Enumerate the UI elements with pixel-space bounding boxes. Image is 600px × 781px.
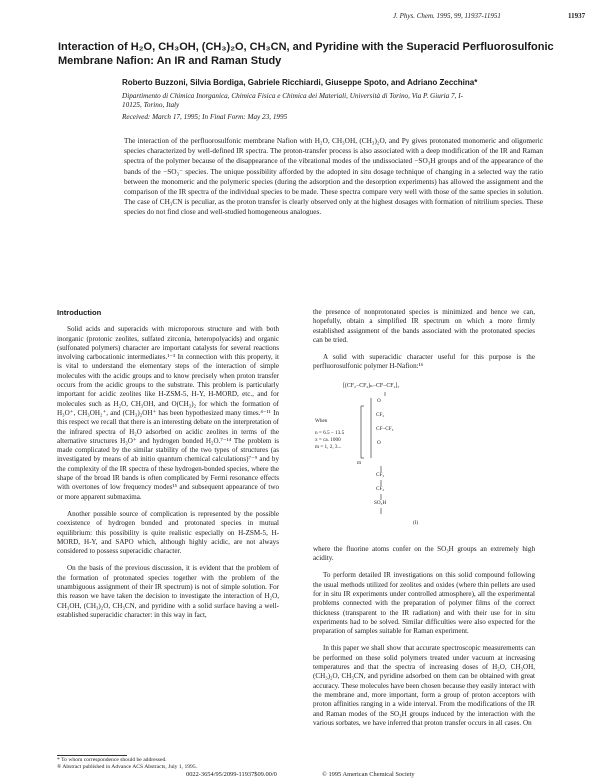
left-column [57, 308, 279, 628]
intro-paragraph: On the basis of the previous discussion, it is evident that the problem of the formation of protonated species together with the problem of the unambiguous assignment of their IR spectrum) is not of simple solution. For this reason we have taken the decision to investigate the interaction of H₂O, CH₃OH, (CH₃)₂O, CH₃CN, and pyridine with a solid surface having a well-established superacidic character: in this way in fact, [57, 564, 279, 619]
repeat-index-m: m [357, 459, 362, 466]
side-chain-atom: CF₂ [376, 411, 385, 418]
parameter-m: m = 1, 2, 3... [315, 443, 342, 450]
side-chain-atom: O [377, 397, 381, 404]
article-code: 0022-3654/95/2099-11937$09.00/0 [186, 771, 277, 778]
when-label: When [315, 417, 328, 424]
article-title: Interaction of H₂O, CH₃OH, (CH₃)₂O, CH₃CN, and Pyridine with the Superacid Perfluorosulfonic Membrane Nafion: An IR and Raman Study [58, 41, 554, 67]
body-paragraph: In this paper we shall show that accurate spectroscopic measurements can be performed on these solid polymers treated under vacuum at increasing temperatures and that the spectra of increasing doses of H₂O, CH₃OH, (CH₃)₂O, CH₃CN, and pyridine adsorbed on them can be obtained with great accuracy. These molecules have been chosen because they easily interact with the membrane and, more important, form a group of proton acceptors with proton affinities ranging in a wide interval. From the modifications of the IR and Raman modes of the SO₃H groups induced by the interaction with the various sorbates, we have inferred that proton transfer occurs in all cases. On [313, 644, 535, 727]
footnotes [57, 757, 287, 771]
body-paragraph: the presence of nonprotonated species is minimized and hence we can, hopefully, obtain a simplified IR spectrum on which a more firmly established assignment of the bands associated with the protonated species can be tried. [313, 308, 535, 344]
structure-label: (I) [413, 519, 419, 526]
side-chain-atom: CF−CF₃ [376, 425, 394, 432]
side-chain-atom: O [377, 439, 381, 446]
copyright-line: © 1995 American Chemical Society [322, 771, 415, 778]
page-number: 11937 [568, 12, 586, 20]
footnote-abstract-published: ® Abstract published in Advance ACS Abstracts, July 1, 1995. [57, 764, 198, 770]
side-chain-atom: CF₂ [376, 485, 385, 492]
running-header-journal: J. Phys. Chem. 1995, 99, 11937-11951 [393, 12, 501, 20]
body-paragraph: where the fluorine atoms confer on the SO₃H groups an extremely high acidity. [313, 544, 535, 563]
parameter-x: x = ca. 1000 [315, 436, 341, 443]
parameter-n: n = 6.5 − 13.5 [315, 429, 345, 436]
abstract: The interaction of the perfluorosulfonic membrane Nafion with H₂O, CH₃OH, (CH₃)₂O, and Py gives protonated monomeric and oligomeric species characterized by well-defined IR spectra. The proton-transfer process is also associated with a deep modification of the IR and Raman spectra of the polymer because of the disappearance of the vibrational modes of the undissociated −SO₃H groups and of the appearance of the bands of the −SO₃⁻ species. The unique possibility afforded by the adopted in situ dosage technique of changing in a selected way the ratio between the monomeric and the polymeric species (during the adsorption and the desorption experiments) has allowed the assignment and the comparison of the IR spectra of the individual species to be made. These spectra compare very well with those of the same species in solution. The case of CH₃CN is peculiar, as the proton transfer is clearly observed only at the highest dosages with formation of nitrilium species. These species do not find close and well-studied homogeneous analogues. [124, 136, 543, 217]
received-dates: Received: March 17, 1995; In Final Form: May 23, 1995 [122, 113, 288, 121]
side-chain-atom: SO₃H [374, 499, 387, 506]
section-heading-introduction: Introduction [57, 308, 102, 317]
nafion-structure-figure [313, 380, 535, 535]
intro-paragraph: Solid acids and superacids with microporous structure and with both inorganic (protonic zeolites, sulfated zirconia, heteropolyacids) and organic (sulfonated polymers) character are important catalysts for several reactions involving carbocationic intermediates.¹⁻³ In connection with this property, it is vital to understand the elementary steps of the interaction of simple molecules with the acidic groups and to know precisely when proton transfer occurs from the acidic groups to the substrate. This problem is particularly important for acidic zeolites like H-ZSM-5, H-Y, H-MORD, etc., and for molecules such as H₂O, CH₃OH, and O(CH₃)₂ for which the formation of H₃O⁺, CH₃OH₂⁺, and (CH₃)₂OH⁺ has been hypothesized many times.⁴⁻¹¹ In this respect we recall that there is an interesting debate on the interpretation of the infrared spectra of H₂O adsorbed on acidic zeolites in terms of the alternative structures H₃O⁺ and hydrogen bonded H₂O.⁷⁻¹⁴ The problem is made complicated by the similar stability of the two types of structures (as investigated by means of ab initio quantum chemical calculations)⁷⁻⁹ and by the complexity of the IR spectra of these hydrogen-bonded species, where the shape of the broad IR bands is often complicated by Fermi resonance effects with overtones of low frequency modes¹⁵ and subsequent appearance of two or more apparent submaxima. [57, 325, 279, 501]
intro-paragraph: Another possible source of complication is represented by the possible coexistence of hydrogen bonded and protonated species in mutual equilibrium: this possibility is quite realistic especially on H-ZSM-5, H-MORD, H-Y, and SAPO which, although highly acidic, are not always considered to possess superacidic character. [57, 509, 279, 556]
side-chain-atom: CF₂ [376, 471, 385, 478]
structure-lines [313, 380, 535, 535]
author-list: Roberto Buzzoni, Silvia Bordiga, Gabriele Ricchiardi, Giuseppe Spoto, and Adriano Zecchina* [122, 78, 478, 87]
footnote-correspondence: * To whom correspondence should be addressed. [57, 757, 167, 763]
right-column [313, 308, 535, 736]
body-paragraph: A solid with superacidic character useful for this purpose is the perfluorosulfonic polymer H-Nafion:¹⁶ [313, 353, 535, 371]
affiliation: Dipartimento di Chimica Inorganica, Chimica Fisica e Chimica dei Materiali, Università di Torino, Via P. Giuria 7, I-10125, Torino, Italy [122, 92, 463, 109]
polymer-backbone: [(CF₂−CF₂)ₙ−CF−CF₂]ₓ [343, 382, 400, 389]
body-paragraph: To perform detailed IR investigations on this solid compound following the usual methods utilized for zeolites and oxides (where thin pellets are used for in situ IR experiments under controlled atmosphere), all the experimental problems connected with the preparation of polymer films of the correct thickness (transparent to the IR radiation) and with their use for in situ experiments had to be solved. Similar difficulties were also expected for the preparation of samples suitable for Raman experiment. [313, 571, 535, 636]
footnote-divider [57, 755, 127, 756]
